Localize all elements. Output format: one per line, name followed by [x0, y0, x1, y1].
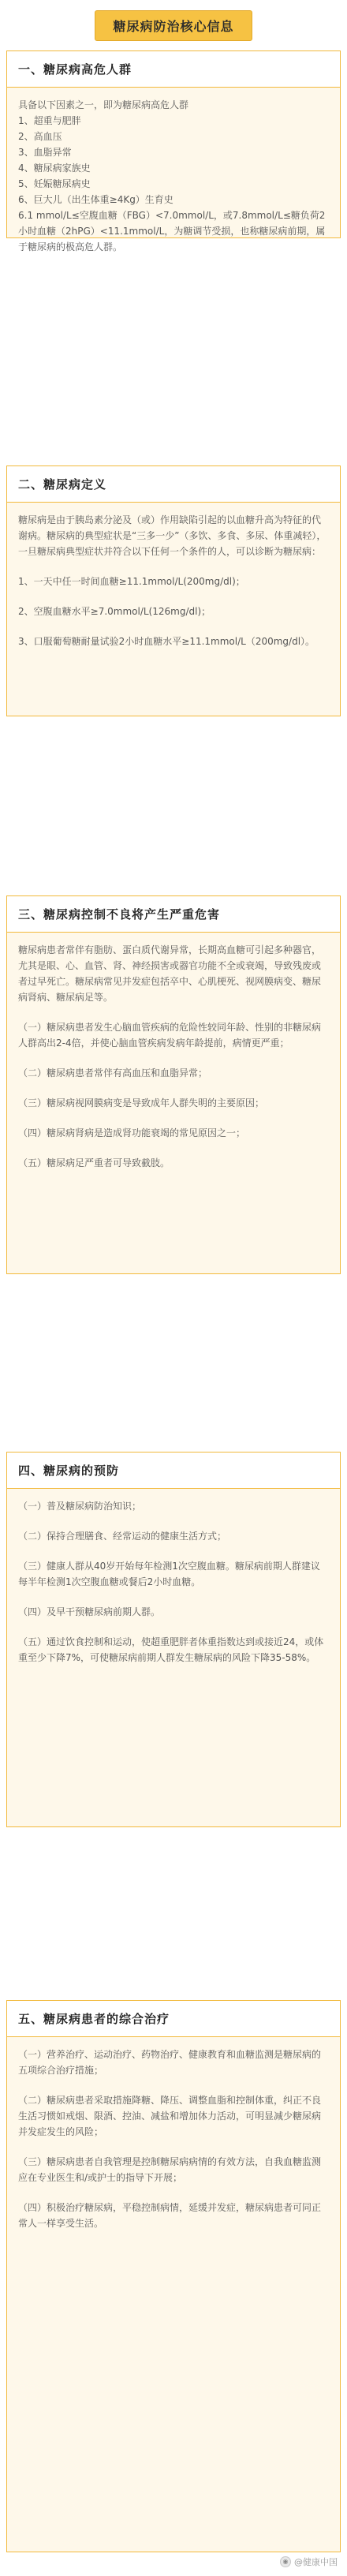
list-item: （一）糖尿病患者发生心脑血管疾病的危险性较同年龄、性别的非糖尿病人群高出2-4倍，并使心脑血管疾病发病年龄提前，病情更严重；	[18, 1022, 322, 1049]
section-complications	[6, 895, 341, 1274]
list-item: （二）糖尿病患者采取措施降糖、降压、调整血脂和控制体重，纠正不良生活习惯如戒烟、限酒、控油、减盐和增加体力活动，可明显减少糖尿病并发症发生的风险；	[18, 2095, 322, 2137]
list-item: （五）通过饮食控制和运动，使超重肥胖者体重指数达到或接近24，或体重至少下降7%，可使糖尿病前期人群发生糖尿病的风险下降35-58%。	[18, 1636, 324, 1663]
weibo-logo-icon: ◉	[280, 2556, 291, 2567]
list-item: （五）糖尿病足严重者可导致截肢。	[18, 1157, 170, 1168]
section-high-risk-groups	[6, 50, 341, 252]
section-heading: 一、糖尿病高危人群	[7, 51, 340, 88]
section-body	[7, 933, 340, 1273]
list-item: （四）积极治疗糖尿病，平稳控制病情，延缓并发症，糖尿病患者可同正常人一样享受生活。	[18, 2202, 322, 2229]
section-heading: 五、糖尿病患者的综合治疗	[7, 2001, 340, 2037]
list-item: （二）保持合理膳食、经常运动的健康生活方式；	[18, 1531, 227, 1542]
list-item: （三）糖尿病视网膜病变是导致成年人群失明的主要原因；	[18, 1097, 265, 1109]
title-area	[0, 0, 347, 50]
list-item: （三）糖尿病患者自我管理是控制糖尿病病情的有效方法，自我血糖监测应在专业医生和/或护士的指导下开展；	[18, 2156, 322, 2183]
section-body	[7, 88, 340, 252]
section-intro: 糖尿病是由于胰岛素分泌及（或）作用缺陷引起的以血糖升高为特征的代谢病。糖尿病的典型症状是“三多一少”（多饮、多食、多尿、体重减轻），一旦糖尿病典型症状并符合以下任何一个条件的人，可以诊断为糖尿病：	[18, 514, 326, 557]
section-body	[7, 1489, 340, 1826]
section-intro: 糖尿病患者常伴有脂肪、蛋白质代谢异常，长期高血糖可引起多种器官，尤其是眼、心、血管、肾、神经损害或器官功能不全或衰竭，导致残废或者过早死亡。糖尿病常见并发症包括卒中、心肌梗死、视网膜病变、糖尿病肾病、糖尿病足等。	[18, 944, 322, 1003]
list-item: 2、空腹血糖水平≥7.0mmol/L(126mg/dl)；	[18, 606, 211, 617]
section-body	[7, 2037, 340, 2552]
section-definition	[6, 465, 341, 716]
list-item: （四）糖尿病肾病是造成肾功能衰竭的常见原因之一；	[18, 1127, 246, 1138]
section-heading: 三、糖尿病控制不良将产生严重危害	[7, 896, 340, 933]
list-item: 4、糖尿病家族史	[18, 163, 91, 174]
list-item: 2、高血压	[18, 131, 62, 142]
watermark	[280, 2555, 338, 2568]
list-item: 5、妊娠糖尿病史	[18, 178, 91, 189]
list-item: 6.1 mmol/L≤空腹血糖（FBG）<7.0mmol/L，或7.8mmol/L≤糖负荷2小时血糖（2hPG）<11.1mmol/L，为糖调节受损，也称糖尿病前期，属于糖尿病的极高危人群。	[18, 210, 326, 252]
list-item: （一）普及糖尿病防治知识；	[18, 1501, 142, 1512]
list-item: （四）及早干预糖尿病前期人群。	[18, 1606, 161, 1617]
list-item: 6、巨大儿（出生体重≥4Kg）生育史	[18, 194, 174, 205]
list-item: 1、一天中任一时间血糖≥11.1mmol/L(200mg/dl)；	[18, 576, 245, 587]
watermark-text: @健康中国	[294, 2557, 338, 2567]
list-item: 3、口服葡萄糖耐量试验2小时血糖水平≥11.1mmol/L（200mg/dl）。	[18, 636, 315, 647]
section-prevention	[6, 1452, 341, 1827]
list-item: （三）健康人群从40岁开始每年检测1次空腹血糖。糖尿病前期人群建议每半年检测1次空腹血糖或餐后2小时血糖。	[18, 1561, 320, 1587]
list-item: （一）营养治疗、运动治疗、药物治疗、健康教育和血糖监测是糖尿病的五项综合治疗措施；	[18, 2049, 322, 2076]
section-heading: 二、糖尿病定义	[7, 466, 340, 503]
section-intro: 具备以下因素之一，即为糖尿病高危人群	[18, 99, 189, 110]
list-item: 3、血脂异常	[18, 147, 72, 158]
list-item: （二）糖尿病患者常伴有高血压和血脂异常；	[18, 1067, 208, 1079]
section-body	[7, 503, 340, 716]
page-title: 糖尿病防治核心信息	[95, 10, 252, 41]
section-heading: 四、糖尿病的预防	[7, 1453, 340, 1489]
list-item: 1、超重与肥胖	[18, 115, 81, 126]
section-treatment	[6, 2000, 341, 2552]
